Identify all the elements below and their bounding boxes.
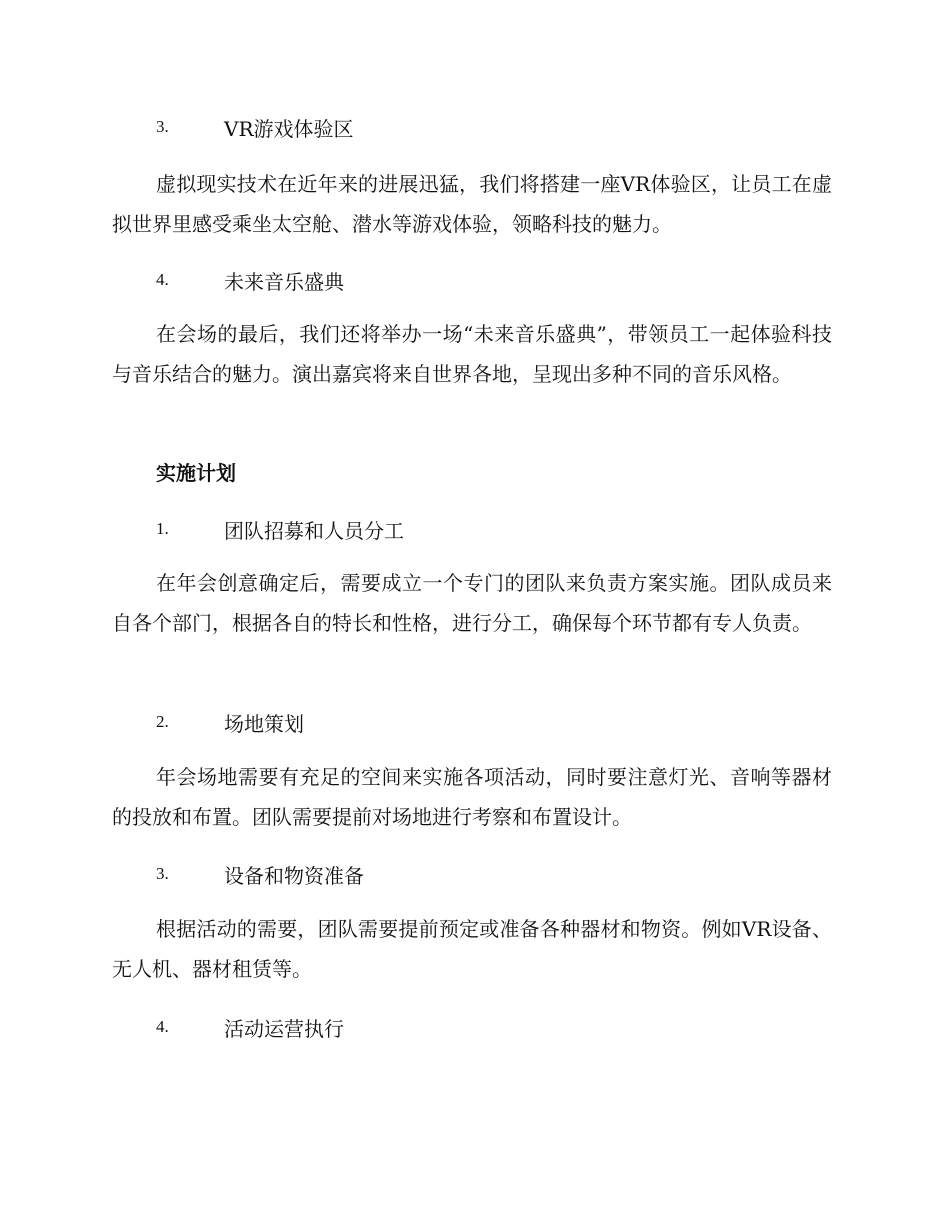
- list-number: 2.: [156, 712, 169, 731]
- list-item-future-music-festival: [156, 265, 344, 295]
- list-title: 场地策划: [224, 711, 304, 736]
- paragraph-equipment-preparation: 根据活动的需要，团队需要提前预定或准备各种器材和物资。例如VR设备、无人机、器材租赁等。: [112, 917, 832, 981]
- list-number: 3.: [156, 864, 169, 883]
- list-number: 3.: [156, 117, 169, 136]
- list-title: 活动运营执行: [224, 1016, 344, 1041]
- paragraph-venue-planning: 年会场地需要有充足的空间来实施各项活动，同时要注意灯光、音响等器材的投放和布置。团队需要提前对场地进行考察和布置设计。: [112, 765, 832, 829]
- list-item-equipment-preparation: [156, 859, 364, 889]
- list-item-event-operation: [156, 1012, 344, 1042]
- paragraph-team-recruitment: 在年会创意确定后，需要成立一个专门的团队来负责方案实施。团队成员来自各个部门，根据各自的特长和性格，进行分工，确保每个环节都有专人负责。: [112, 571, 832, 635]
- list-title: 设备和物资准备: [224, 863, 364, 888]
- paragraph-future-music-festival: 在会场的最后，我们还将举办一场“未来音乐盛典”，带领员工一起体验科技与音乐结合的魅力。演出嘉宾将来自世界各地，呈现出多种不同的音乐风格。: [112, 322, 832, 386]
- list-number: 4.: [156, 1017, 169, 1036]
- list-title: 未来音乐盛典: [224, 269, 344, 294]
- list-item-team-recruitment: [156, 514, 404, 544]
- list-number: 1.: [156, 519, 169, 538]
- section-heading-implementation-plan: 实施计划: [156, 461, 236, 485]
- list-title: VR游戏体验区: [224, 116, 354, 141]
- list-number: 4.: [156, 270, 169, 289]
- paragraph-vr-game-area: 虚拟现实技术在近年来的进展迅猛，我们将搭建一座VR体验区，让员工在虚拟世界里感受乘坐太空舱、潜水等游戏体验，领略科技的魅力。: [112, 172, 832, 236]
- list-item-vr-game-area: [156, 112, 354, 142]
- list-item-venue-planning: [156, 707, 304, 737]
- list-title: 团队招募和人员分工: [224, 518, 404, 543]
